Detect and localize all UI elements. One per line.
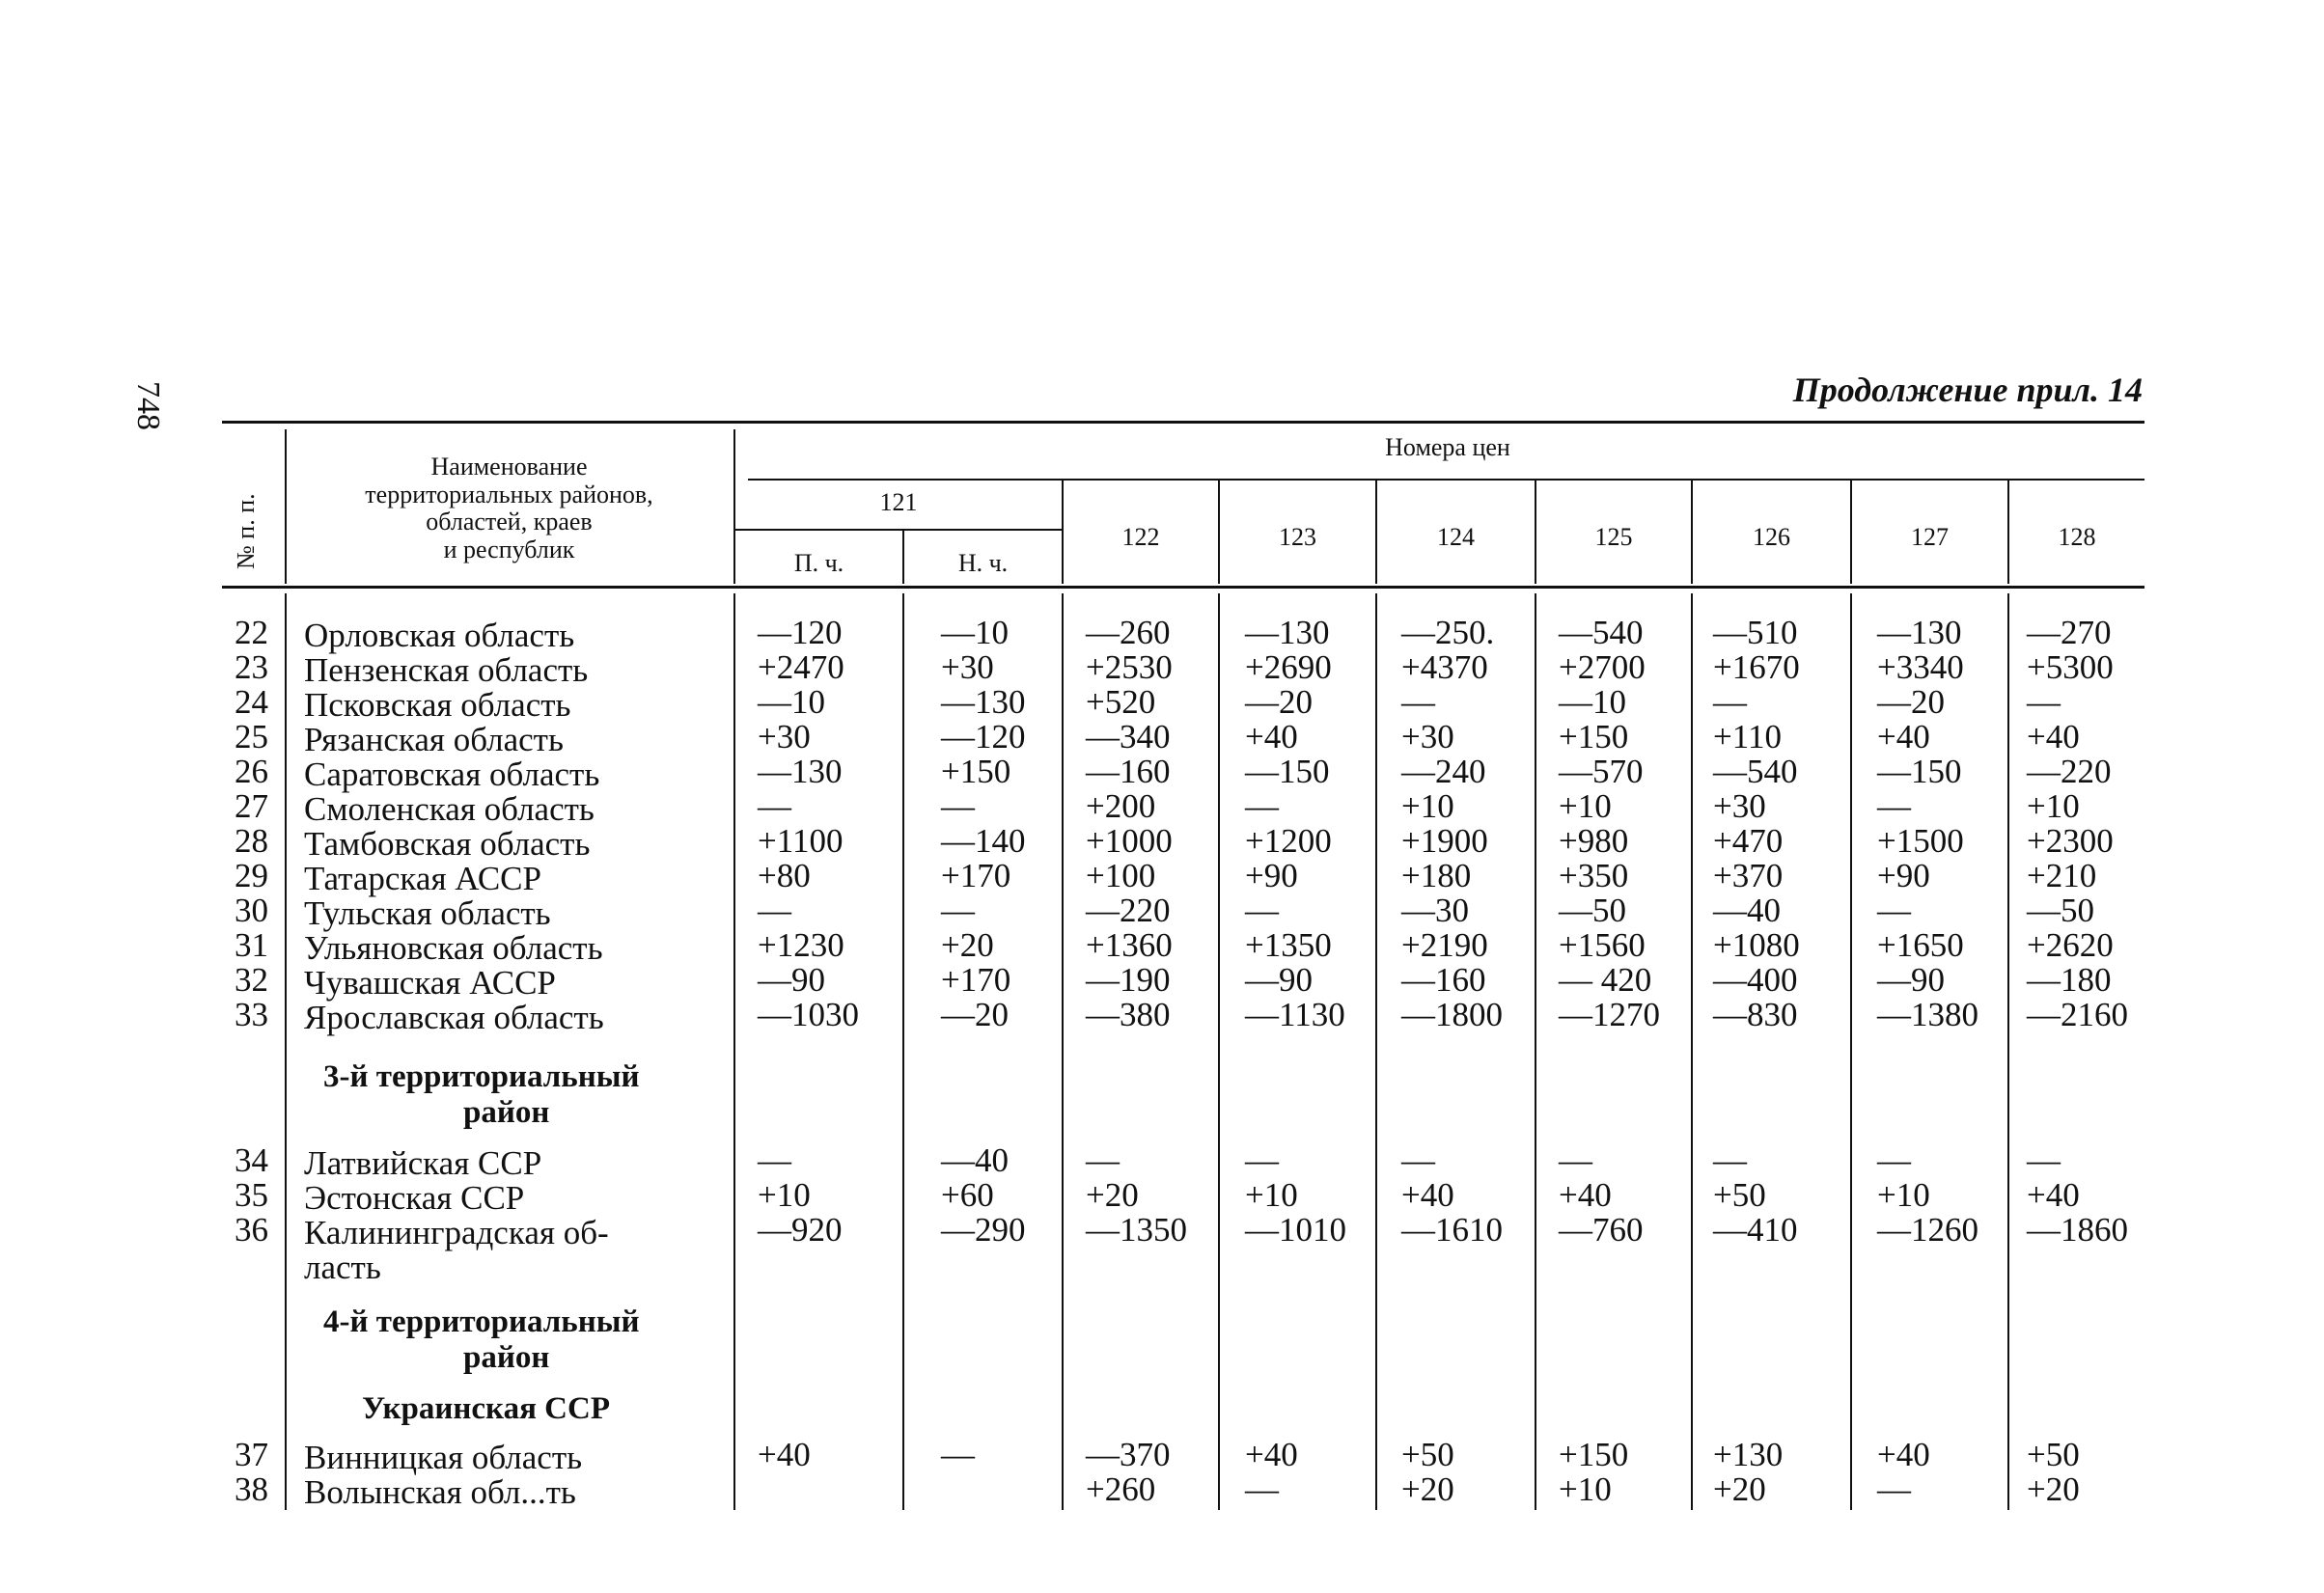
row-name: Эстонская ССР — [304, 1179, 525, 1217]
value-cell: +2700 — [1559, 648, 1646, 686]
row-number: 29 — [235, 857, 268, 894]
value-cell: —260 — [1086, 614, 1171, 651]
body-divider — [2007, 593, 2009, 1510]
value-cell: +10 — [1559, 1470, 1612, 1508]
value-cell: — — [1877, 787, 1911, 825]
value-cell: — — [758, 787, 791, 825]
row-number: 36 — [235, 1211, 268, 1249]
value-cell: +20 — [1713, 1470, 1766, 1508]
row-name: Саратовская область — [304, 755, 600, 793]
value-cell: +350 — [1559, 857, 1629, 894]
value-cell: +40 — [758, 1436, 811, 1473]
value-cell: +90 — [1877, 857, 1930, 894]
col-header-name-line: областей, краев — [426, 508, 593, 536]
value-cell: —130 — [1245, 614, 1330, 651]
col-header-125: 125 — [1594, 523, 1633, 551]
value-cell: +260 — [1086, 1470, 1156, 1508]
col-header-nch: Н. ч. — [957, 549, 1009, 577]
value-cell: —400 — [1713, 961, 1798, 999]
row-number: 22 — [235, 614, 268, 651]
row-number: 33 — [235, 996, 268, 1033]
value-cell: —290 — [941, 1211, 1026, 1249]
value-cell: —1860 — [2027, 1211, 2128, 1249]
value-cell: +520 — [1086, 683, 1156, 721]
row-name: Пензенская область — [304, 651, 589, 689]
col-header-124: 124 — [1437, 523, 1475, 551]
row-number: 24 — [235, 683, 268, 721]
value-cell: +130 — [1713, 1436, 1784, 1473]
row-number: 27 — [235, 787, 268, 825]
value-cell: —410 — [1713, 1211, 1798, 1249]
value-cell: +10 — [1245, 1176, 1298, 1214]
row-number: 34 — [235, 1141, 268, 1179]
value-cell: +10 — [1559, 787, 1612, 825]
body-divider — [1850, 593, 1852, 1510]
value-cell: +370 — [1713, 857, 1784, 894]
value-cell: —1350 — [1086, 1211, 1187, 1249]
value-cell: —20 — [941, 996, 1009, 1033]
value-cell: — — [1245, 787, 1279, 825]
col-header-name-line: и республик — [443, 535, 575, 563]
value-cell: —120 — [941, 718, 1026, 755]
value-cell: +40 — [1877, 1436, 1930, 1473]
value-cell: +1500 — [1877, 822, 1964, 860]
value-cell: —20 — [1877, 683, 1945, 721]
value-cell: —90 — [1877, 961, 1945, 999]
value-cell: —540 — [1559, 614, 1644, 651]
header-hline — [748, 479, 2144, 481]
value-cell: —830 — [1713, 996, 1798, 1033]
value-cell: —50 — [1559, 892, 1626, 929]
value-cell: +470 — [1713, 822, 1784, 860]
value-cell: +2470 — [758, 648, 844, 686]
col-header-126: 126 — [1753, 523, 1790, 551]
row-name: Орловская область — [304, 617, 575, 654]
body-divider — [733, 593, 735, 1510]
value-cell: — — [941, 1436, 975, 1473]
value-cell: —180 — [2027, 961, 2112, 999]
row-number: 37 — [235, 1436, 268, 1473]
value-cell: +20 — [1401, 1470, 1454, 1508]
value-cell: +40 — [2027, 718, 2080, 755]
value-cell: +1080 — [1713, 926, 1800, 964]
header-divider — [285, 429, 287, 584]
value-cell: —20 — [1245, 683, 1313, 721]
body-divider — [902, 593, 904, 1510]
value-cell: +10 — [758, 1176, 811, 1214]
value-cell: +1100 — [758, 822, 844, 860]
value-cell: +50 — [1401, 1436, 1454, 1473]
value-cell: —1130 — [1245, 996, 1345, 1033]
value-cell: +40 — [1877, 718, 1930, 755]
row-name: Латвийская ССР — [304, 1144, 542, 1182]
header-hline — [735, 529, 1062, 531]
value-cell: —150 — [1877, 753, 1962, 790]
value-cell: +210 — [2027, 857, 2097, 894]
value-cell: +1900 — [1401, 822, 1488, 860]
value-cell: —540 — [1713, 753, 1798, 790]
value-cell: —510 — [1713, 614, 1798, 651]
col-header-128: 128 — [2058, 523, 2096, 551]
row-name: Рязанская область — [304, 721, 564, 758]
value-cell: —1610 — [1401, 1211, 1503, 1249]
row-number: 25 — [235, 718, 268, 755]
value-cell: +10 — [2027, 787, 2080, 825]
value-cell: —10 — [1559, 683, 1626, 721]
value-cell: —1030 — [758, 996, 859, 1033]
value-cell: — — [1245, 892, 1279, 929]
col-header-pch: П. ч. — [793, 549, 844, 577]
value-cell: —570 — [1559, 753, 1644, 790]
value-cell: +90 — [1245, 857, 1298, 894]
value-cell: +1350 — [1245, 926, 1332, 964]
col-header-name-line: территориальных районов, — [365, 480, 653, 508]
value-cell: — — [1086, 1141, 1120, 1179]
value-cell: +20 — [1086, 1176, 1139, 1214]
row-number: 30 — [235, 892, 268, 929]
row-name: Тульская область — [304, 894, 551, 932]
value-cell: +60 — [941, 1176, 994, 1214]
row-name: Татарская АССР — [304, 860, 541, 897]
value-cell: —150 — [1245, 753, 1330, 790]
value-cell: +110 — [1713, 718, 1782, 755]
value-cell: +1560 — [1559, 926, 1646, 964]
value-cell: +100 — [1086, 857, 1156, 894]
value-cell: +170 — [941, 961, 1011, 999]
value-cell: +170 — [941, 857, 1011, 894]
col-header-prices: Номера цен — [1385, 433, 1510, 461]
value-cell: —160 — [1086, 753, 1171, 790]
body-divider — [285, 593, 287, 1510]
value-cell: +40 — [1245, 1436, 1298, 1473]
value-cell: —40 — [941, 1141, 1009, 1179]
value-cell: —370 — [1086, 1436, 1171, 1473]
value-cell: —50 — [2027, 892, 2094, 929]
value-cell: — — [1401, 1141, 1435, 1179]
value-cell: +1650 — [1877, 926, 1964, 964]
value-cell: — — [1877, 1470, 1911, 1508]
value-cell: —10 — [758, 683, 825, 721]
value-cell: —130 — [1877, 614, 1962, 651]
top-rule — [222, 421, 2144, 424]
value-cell: — — [941, 787, 975, 825]
value-cell: —130 — [941, 683, 1026, 721]
row-name-continued: ласть — [304, 1249, 381, 1286]
col-header-121: 121 — [879, 488, 918, 516]
value-cell: +2300 — [2027, 822, 2114, 860]
value-cell: —1260 — [1877, 1211, 1978, 1249]
col-header-name — [290, 453, 729, 563]
value-cell: +980 — [1559, 822, 1629, 860]
value-cell: —920 — [758, 1211, 843, 1249]
value-cell: — — [1877, 1141, 1911, 1179]
value-cell: —30 — [1401, 892, 1469, 929]
section-heading-ukraine: Украинская ССР — [362, 1391, 610, 1426]
value-cell: —270 — [2027, 614, 2112, 651]
value-cell: — — [1245, 1470, 1279, 1508]
value-cell: +150 — [1559, 1436, 1629, 1473]
value-cell: +1670 — [1713, 648, 1800, 686]
value-cell: —760 — [1559, 1211, 1644, 1249]
col-header-name-line: Наименование — [430, 453, 588, 481]
value-cell: —380 — [1086, 996, 1171, 1033]
row-number: 38 — [235, 1470, 268, 1508]
value-cell: +40 — [1245, 718, 1298, 755]
row-number: 35 — [235, 1176, 268, 1214]
value-cell: — — [1713, 1141, 1747, 1179]
value-cell: —340 — [1086, 718, 1171, 755]
value-cell: +20 — [2027, 1470, 2080, 1508]
col-header-127: 127 — [1911, 523, 1949, 551]
value-cell: +40 — [1401, 1176, 1454, 1214]
value-cell: +10 — [1877, 1176, 1930, 1214]
value-cell: —130 — [758, 753, 843, 790]
value-cell: — — [758, 1141, 791, 1179]
value-cell: — — [1713, 683, 1747, 721]
row-number: 28 — [235, 822, 268, 860]
body-divider — [1218, 593, 1220, 1510]
body-divider — [1691, 593, 1693, 1510]
value-cell: +1360 — [1086, 926, 1173, 964]
value-cell: +10 — [1401, 787, 1454, 825]
value-cell: +2620 — [2027, 926, 2114, 964]
value-cell: +30 — [1401, 718, 1454, 755]
value-cell: —190 — [1086, 961, 1171, 999]
body-divider — [1062, 593, 1064, 1510]
col-header-number: № п. п. — [232, 493, 260, 569]
value-cell: +20 — [941, 926, 994, 964]
row-name: Волынская обл...ть — [304, 1473, 576, 1511]
value-cell: —40 — [1713, 892, 1781, 929]
value-cell: +40 — [1559, 1176, 1612, 1214]
value-cell: +1230 — [758, 926, 844, 964]
row-number: 31 — [235, 926, 268, 964]
page-number: 748 — [130, 381, 166, 430]
value-cell: — — [758, 892, 791, 929]
row-name: Калининградская об- — [304, 1214, 609, 1251]
col-header-122: 122 — [1121, 523, 1160, 551]
value-cell: +2690 — [1245, 648, 1332, 686]
value-cell: —90 — [758, 961, 825, 999]
value-cell: —160 — [1401, 961, 1486, 999]
value-cell: +180 — [1401, 857, 1472, 894]
value-cell: +200 — [1086, 787, 1156, 825]
row-name: Ярославская область — [304, 999, 604, 1036]
row-name: Псковская область — [304, 686, 571, 724]
row-number: 23 — [235, 648, 268, 686]
value-cell: +30 — [941, 648, 994, 686]
row-name: Тамбовская область — [304, 825, 591, 863]
value-cell: +3340 — [1877, 648, 1964, 686]
value-cell: —220 — [2027, 753, 2112, 790]
value-cell: —120 — [758, 614, 843, 651]
value-cell: +50 — [2027, 1436, 2080, 1473]
value-cell: —140 — [941, 822, 1026, 860]
value-cell: +30 — [1713, 787, 1766, 825]
value-cell: — — [1245, 1141, 1279, 1179]
row-name: Чувашская АССР — [304, 964, 556, 1002]
body-divider — [1375, 593, 1377, 1510]
value-cell: — — [1401, 683, 1435, 721]
section-heading-4-line2: район — [463, 1340, 550, 1375]
col-header-123: 123 — [1279, 523, 1316, 551]
value-cell: +40 — [2027, 1176, 2080, 1214]
value-cell: +2530 — [1086, 648, 1173, 686]
body-divider — [1535, 593, 1536, 1510]
value-cell: — 420 — [1559, 961, 1652, 999]
value-cell: +2190 — [1401, 926, 1488, 964]
row-number: 26 — [235, 753, 268, 790]
value-cell: —240 — [1401, 753, 1486, 790]
continuation-caption: Продолжение прил. 14 — [1792, 371, 2143, 409]
value-cell: — — [2027, 683, 2061, 721]
section-heading-4: 4-й территориальный — [323, 1305, 640, 1339]
section-heading-3-line2: район — [463, 1095, 550, 1130]
value-cell: +30 — [758, 718, 811, 755]
header-bottom-rule — [222, 586, 2144, 589]
value-cell: — — [1877, 892, 1911, 929]
value-cell: +150 — [1559, 718, 1629, 755]
value-cell: — — [2027, 1141, 2061, 1179]
value-cell: +80 — [758, 857, 811, 894]
value-cell: — — [941, 892, 975, 929]
value-cell: +1000 — [1086, 822, 1173, 860]
row-number: 32 — [235, 961, 268, 999]
value-cell: +1200 — [1245, 822, 1332, 860]
value-cell: —250. — [1401, 614, 1495, 651]
value-cell: —1270 — [1559, 996, 1660, 1033]
value-cell: +150 — [941, 753, 1011, 790]
row-name: Винницкая область — [304, 1439, 583, 1476]
value-cell: —90 — [1245, 961, 1313, 999]
value-cell: — — [1559, 1141, 1592, 1179]
value-cell: —220 — [1086, 892, 1171, 929]
value-cell: —1380 — [1877, 996, 1978, 1033]
row-name: Ульяновская область — [304, 929, 603, 967]
value-cell: +5300 — [2027, 648, 2114, 686]
value-cell: —10 — [941, 614, 1009, 651]
value-cell: +4370 — [1401, 648, 1488, 686]
section-heading-3: 3-й территориальный — [323, 1059, 640, 1094]
row-name: Смоленская область — [304, 790, 595, 828]
value-cell: —1800 — [1401, 996, 1503, 1033]
value-cell: —2160 — [2027, 996, 2128, 1033]
value-cell: +50 — [1713, 1176, 1766, 1214]
value-cell: —1010 — [1245, 1211, 1346, 1249]
